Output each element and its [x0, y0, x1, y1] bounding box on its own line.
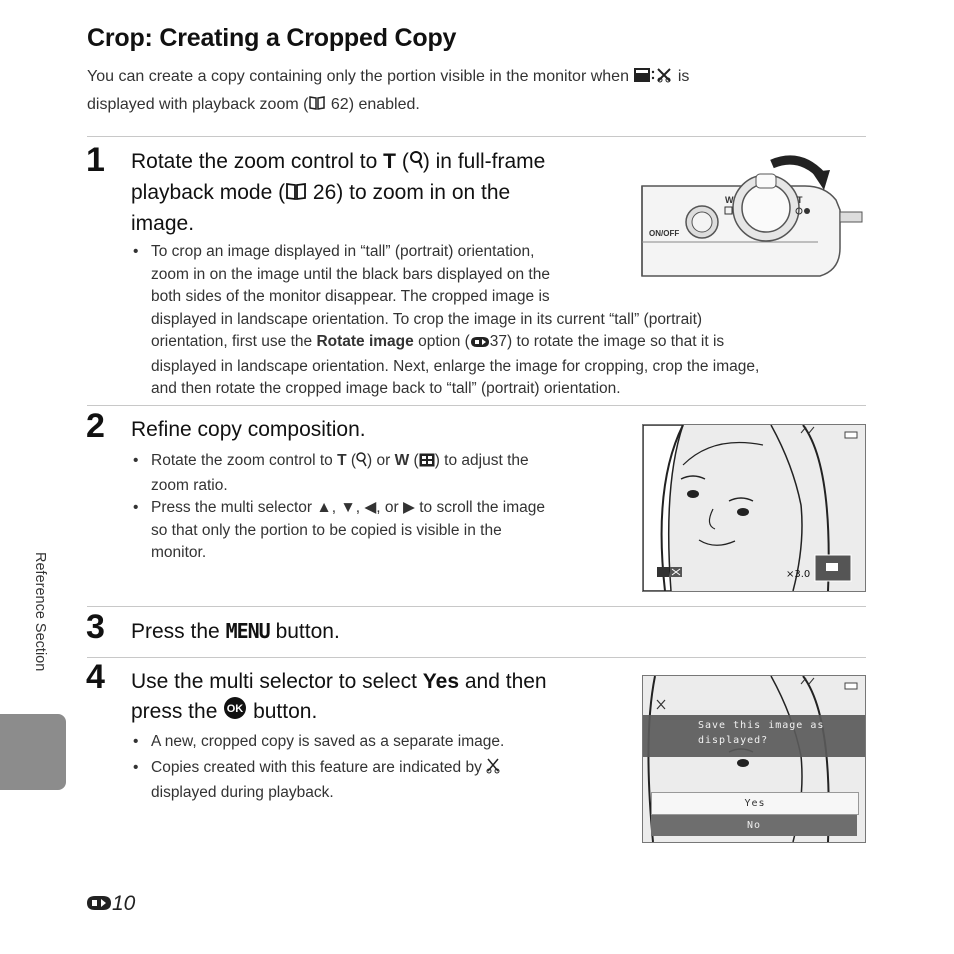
step-number-3: 3	[86, 608, 105, 646]
step-4-bullet-1: • A new, cropped copy is saved as a separate image.	[133, 733, 505, 750]
monitor-screen-zoomed	[642, 424, 866, 592]
side-section-label: Reference Section	[32, 552, 48, 672]
book-ref-icon	[308, 94, 326, 120]
right-arrow-icon: ▶	[402, 499, 415, 516]
camera-label-w: W	[725, 195, 734, 205]
dialog-message-line-2: displayed?	[698, 735, 769, 746]
option-yes-button[interactable]: Yes	[651, 792, 859, 815]
step-number-1: 1	[86, 141, 105, 179]
step-4-title: Use the multi selector to select Yes and then press the OK button.	[131, 667, 621, 728]
down-arrow-icon: ▼	[340, 499, 356, 516]
step-2-bullet-2: • Press the multi selector ▲, ▼, ◀, or ▶ to scroll the image so that only the portion to be copied is visible in the monitor.	[133, 499, 545, 561]
intro-text-b: is	[677, 68, 690, 85]
intro-text-a: You can create a copy containing only the portion visible in the monitor when	[87, 68, 629, 85]
step-1-bullet: • To crop an image displayed in “tall” (portrait) orientation, zoom in on the image until the black bars displayed on the both sides of the monitor disappear. The cropped image is displayed in landscape orientation. To crop the image in its current “tall” (portrait) orientation, first use the Rotate image option ( 37) to rotate the image so that it is displayed in landscape orientation. Next, enlarge the image for cropping, crop the image, and then rotate the cropped image back to “tall” (portrait) orientation.	[133, 243, 760, 397]
menu-crop-icon	[633, 66, 673, 92]
zoom-in-icon	[409, 149, 423, 178]
intro-paragraph	[87, 64, 827, 120]
camera-label-onoff: ON/OFF	[649, 229, 680, 238]
reference-section-icon	[86, 893, 112, 917]
ok-button-icon	[223, 696, 247, 728]
divider	[87, 657, 866, 658]
divider	[87, 405, 866, 406]
intro-text-c: displayed with playback zoom (	[87, 96, 309, 113]
page-title: Crop: Creating a Cropped Copy	[87, 24, 457, 52]
divider	[87, 606, 866, 607]
monitor-screen-confirm-dialog	[642, 675, 866, 843]
zoom-in-icon	[356, 452, 367, 475]
section-tab	[0, 714, 66, 790]
zoom-ratio: ×3.0	[786, 569, 811, 580]
dialog-message-line-1: Save this image as	[698, 720, 825, 731]
step-number-4: 4	[86, 658, 105, 696]
zoomed-portrait-image	[643, 425, 865, 591]
divider	[87, 136, 866, 137]
book-ref-icon	[285, 180, 307, 209]
intro-ref: 62	[330, 96, 349, 113]
step-2-title: Refine copy composition.	[131, 418, 366, 441]
menu-button-label: MENU	[225, 619, 270, 643]
svg-text:OK: OK	[226, 703, 244, 715]
thumbnail-icon	[419, 452, 435, 475]
up-arrow-icon: ▲	[316, 499, 332, 516]
option-no-button[interactable]: No	[651, 815, 857, 836]
reference-section-icon	[470, 333, 490, 356]
step-3-title: Press the MENU button.	[131, 619, 340, 643]
camera-label-t: T	[797, 195, 803, 205]
left-arrow-icon: ◀	[364, 499, 377, 516]
step-number-2: 2	[86, 407, 105, 445]
confirm-dialog	[643, 715, 865, 757]
step-1-title: Rotate the zoom control to T ( ) in full-frame playback mode ( 26) to zoom in on the image.	[131, 150, 546, 235]
step-2-bullet-1: • Rotate the zoom control to T ( ) or W ( ) to adjust the zoom ratio.	[133, 452, 529, 494]
intro-text-d: ) enabled.	[348, 96, 420, 113]
crop-indicator-icon	[486, 758, 500, 782]
step-4-bullet-2: • Copies created with this feature are indicated by displayed during playback.	[133, 757, 613, 805]
page-number: 10	[86, 892, 135, 917]
